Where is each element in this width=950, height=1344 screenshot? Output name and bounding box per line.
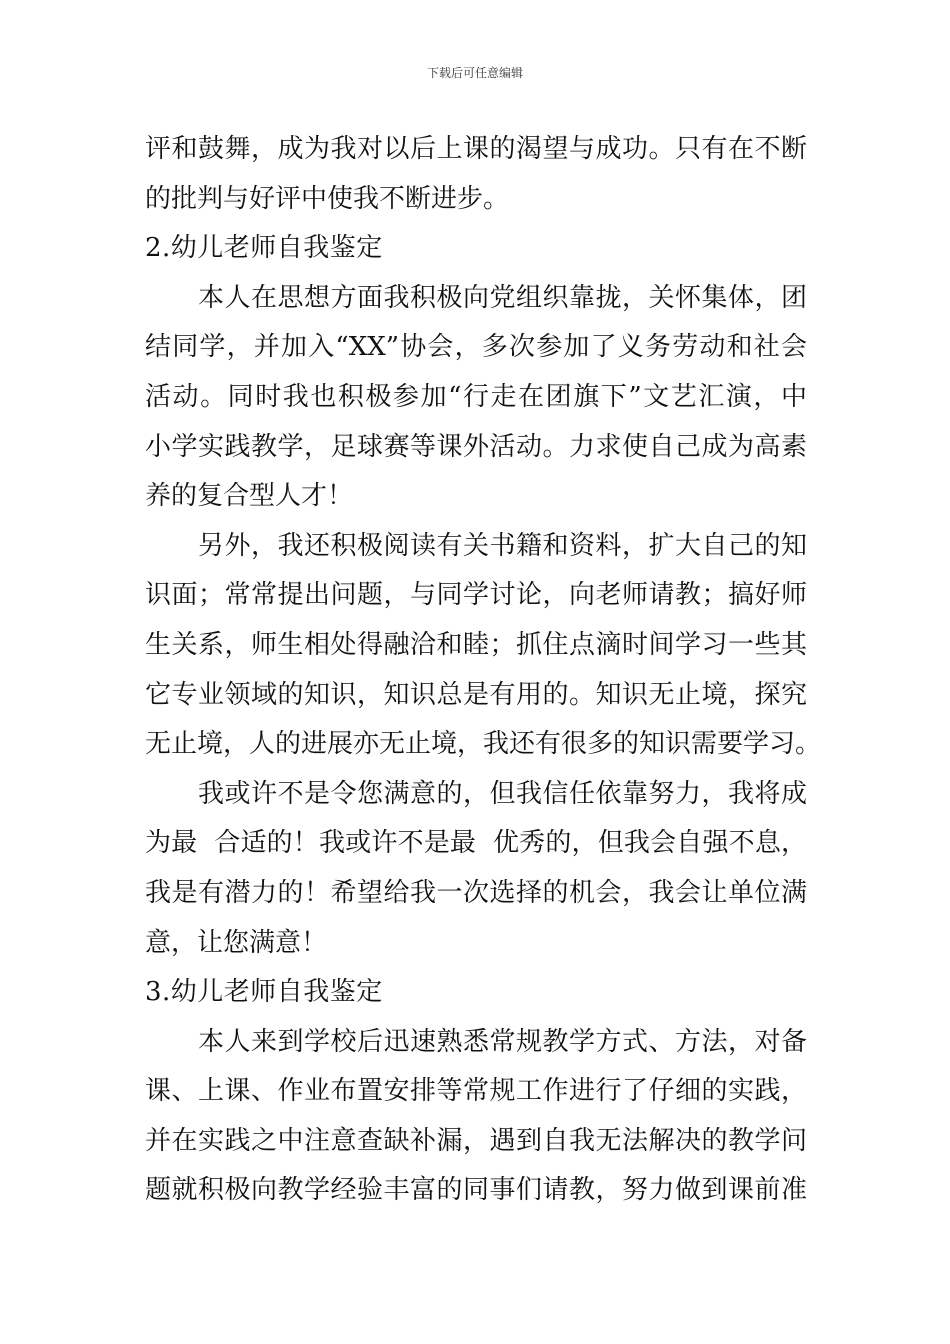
paragraph-first-line: 本人在思想方面我积极向党组织靠拢，关怀集体，团 [198, 282, 807, 313]
document-body [145, 125, 822, 1216]
text-line: 我是有潜力的！希望给我一次选择的机会，我会让单位满 [145, 877, 807, 908]
text-line: 意，让您满意！ [145, 927, 328, 958]
section-heading: 3.幼儿老师自我鉴定 [145, 977, 383, 1008]
text-line: 生关系，师生相处得融洽和睦；抓住点滴时间学习一些其 [145, 629, 807, 660]
text-line: 评和鼓舞，成为我对以后上课的渴望与成功。只有在不断 [145, 134, 807, 164]
paragraph-first-line: 另外，我还积极阅读有关书籍和资料，扩大自己的知 [198, 530, 807, 561]
text-line: 无止境，人的进展亦无止境，我还有很多的知识需要学习。 [145, 729, 822, 760]
text-line: 题就积极向教学经验丰富的同事们请教，努力做到课前准 [145, 1175, 807, 1206]
text-line: 识面；常常提出问题，与同学讨论，向老师请教；搞好师 [145, 580, 807, 611]
paragraph-first-line: 我或许不是令您满意的，但我信任依靠努力，我将成 [198, 778, 807, 809]
text-line: 为最 合适的！我或许不是最 优秀的，但我会自强不息， [145, 828, 807, 859]
text-line: 结同学，并加入“XX”协会，多次参加了义务劳动和社会 [145, 332, 807, 363]
page-header-note: 下载后可任意编辑 [426, 66, 523, 80]
text-line: 它专业领域的知识，知识总是有用的。知识无止境，探究 [145, 679, 807, 710]
text-line: 活动。同时我也积极参加“行走在团旗下”文艺汇演，中 [145, 381, 807, 412]
text-line: 并在实践之中注意查缺补漏，遇到自我无法解决的教学问 [145, 1125, 807, 1156]
section-heading: 2.幼儿老师自我鉴定 [145, 233, 383, 264]
text-line: 的批判与好评中使我不断进步。 [145, 183, 510, 214]
text-line: 养的复合型人才！ [145, 481, 354, 512]
text-line: 课、上课、作业布置安排等常规工作进行了仔细的实践， [145, 1076, 807, 1107]
paragraph-first-line: 本人来到学校后迅速熟悉常规教学方式、方法，对备 [198, 1026, 807, 1057]
text-line: 小学实践教学，足球赛等课外活动。力求使自己成为高素 [145, 431, 807, 462]
